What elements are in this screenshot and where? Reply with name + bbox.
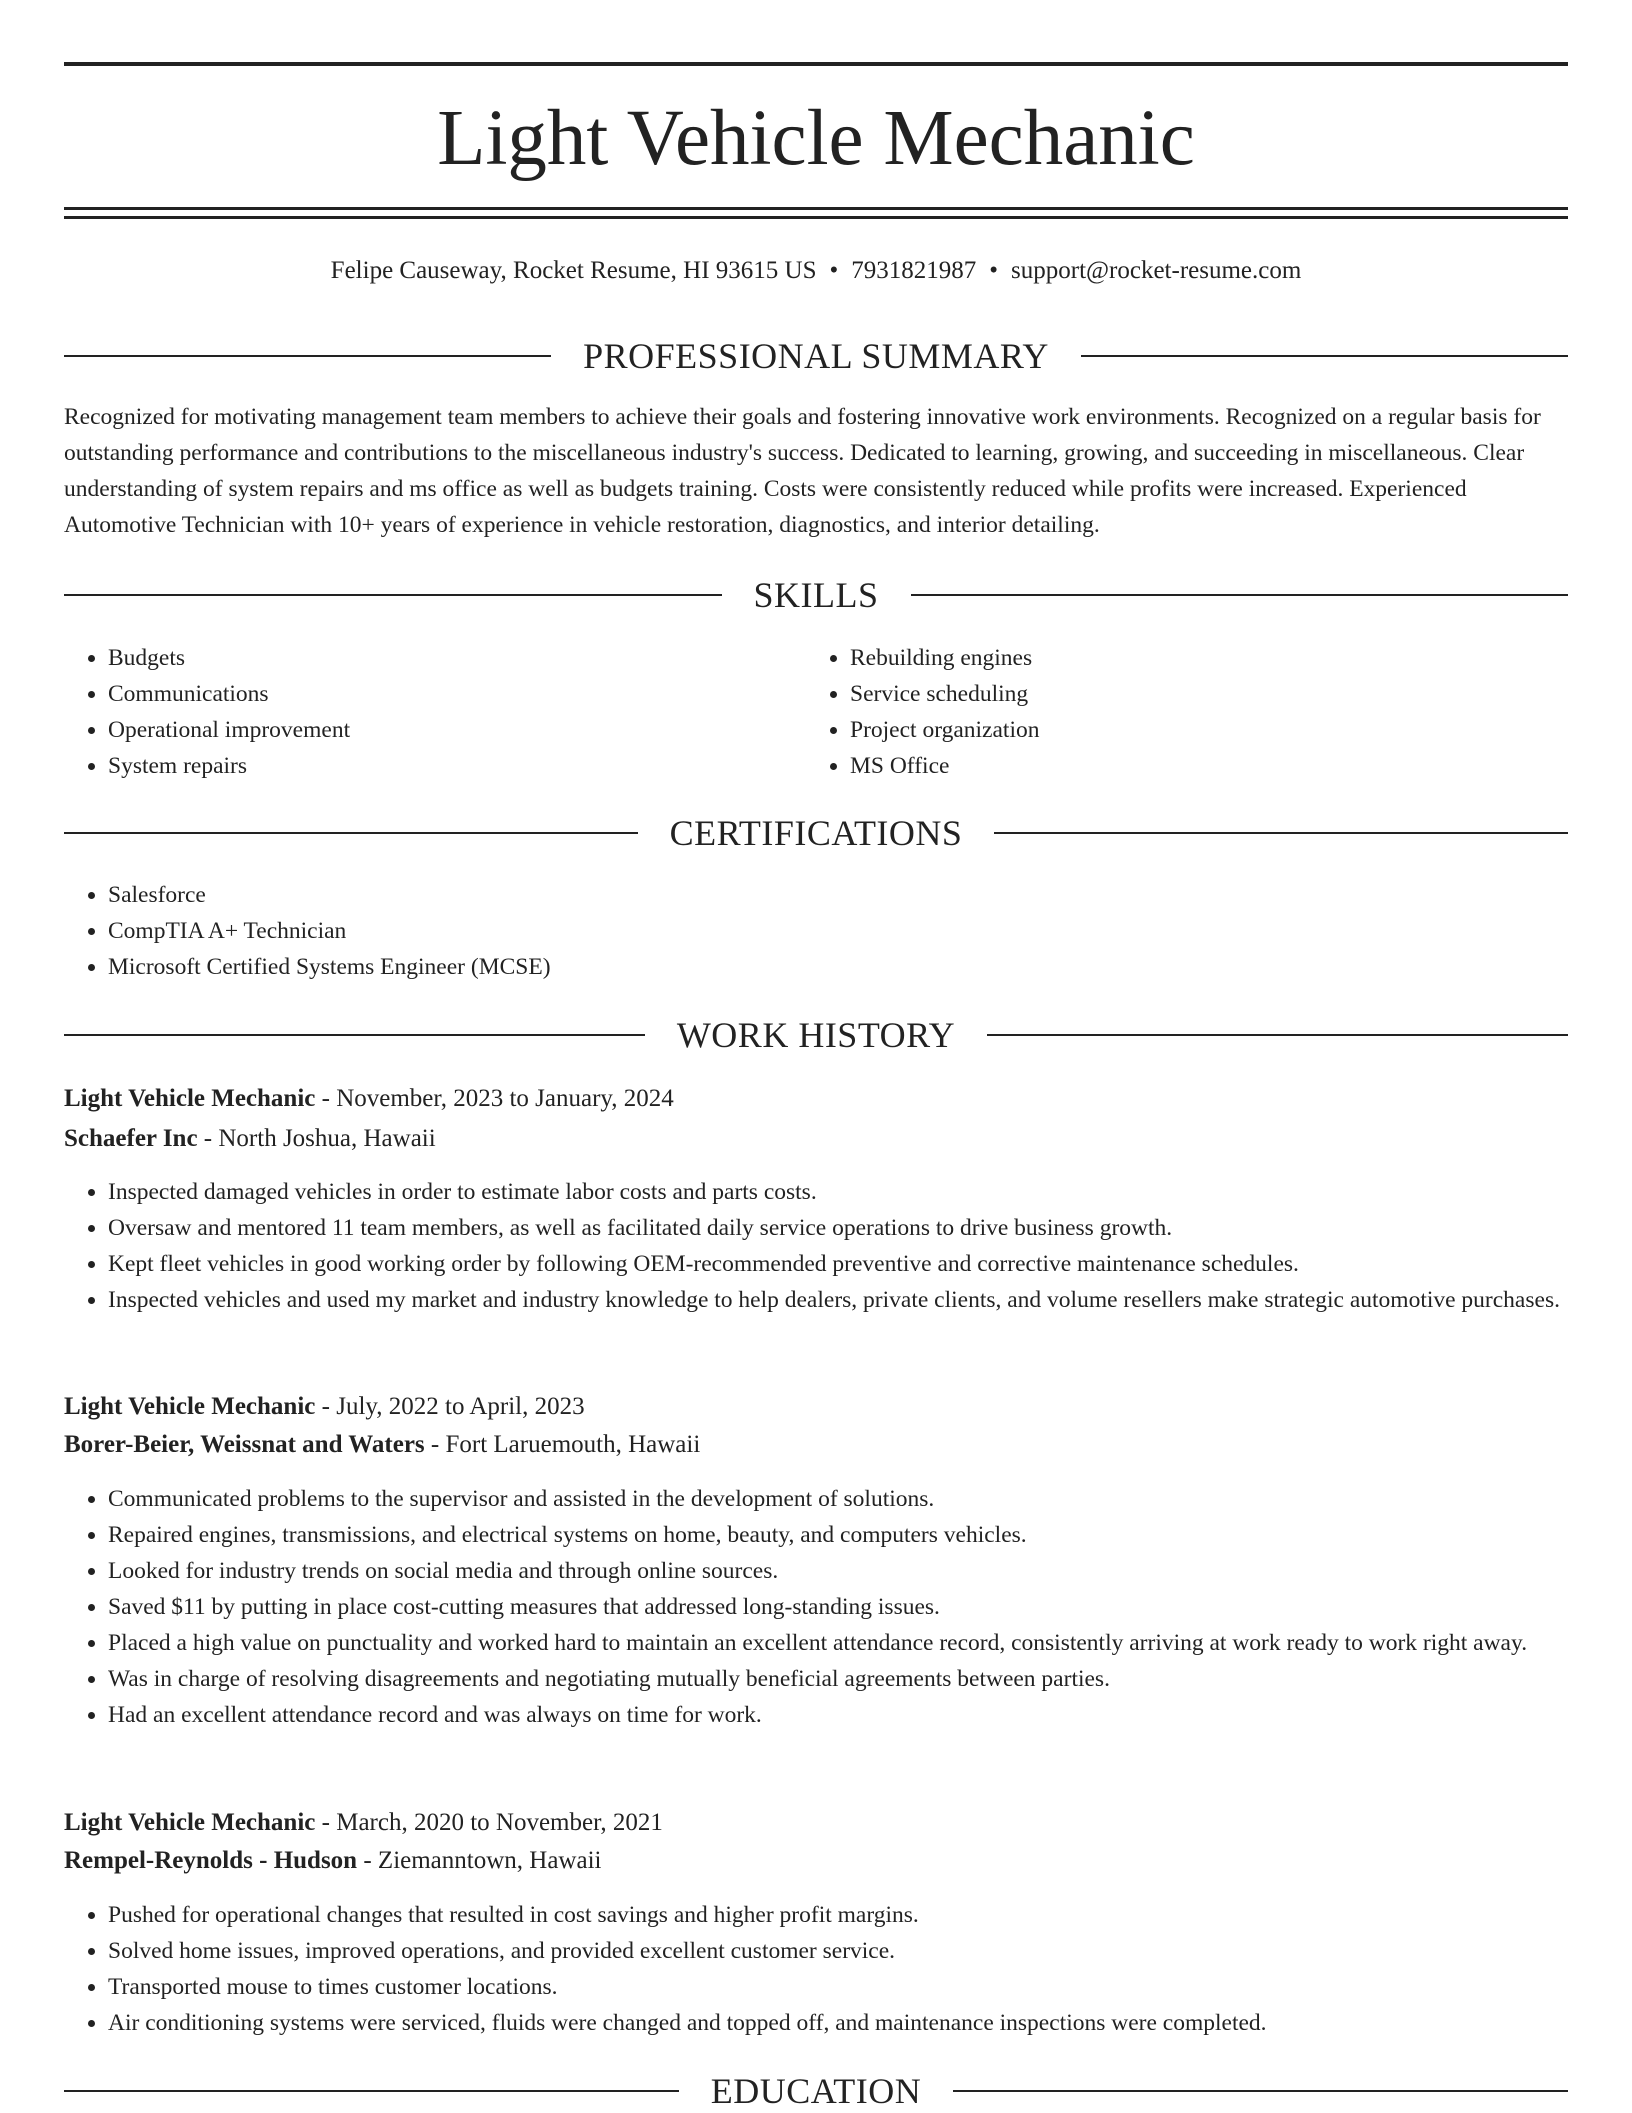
skills-list [64,640,1568,784]
job-bullet: • Repaired engines, transmissions, and electrical systems on home, beauty, and computers vehicles. [108,1517,1568,1553]
skills-column-left [64,640,806,784]
job-bullet: • Pushed for operational changes that resulted in cost savings and higher profit margins. [108,1897,1568,1933]
job-bullet: • Transported mouse to times customer locations. [108,1969,1568,2005]
contact-separator: • [989,257,999,284]
job-bullet: • Solved home issues, improved operations, and provided excellent customer service. [108,1933,1568,1969]
contact-separator: • [829,257,839,284]
job-bullet: • Looked for industry trends on social media and through online sources. [108,1553,1568,1589]
section-rule-left [64,832,638,834]
skill-item: • Communications [108,676,806,712]
skill-item: • Service scheduling [850,676,1548,712]
job-title-line [64,1080,1568,1118]
job-bullet: • Inspected vehicles and used my market and industry knowledge to help dealers, private clients, and volume resellers make strategic automotive purchases. [108,1282,1568,1318]
section-title-summary: PROFESSIONAL SUMMARY [583,336,1049,376]
job-bullet: • Inspected damaged vehicles in order to estimate labor costs and parts costs. [108,1174,1568,1210]
job-bullet: • Had an excellent attendance record and was always on time for work. [108,1697,1568,1733]
job-company-line [64,1426,1568,1464]
job-bullet: • Kept fleet vehicles in good working order by following OEM-recommended preventive and corrective maintenance schedules. [108,1246,1568,1282]
job-bullet: • Saved $11 by putting in place cost-cutting measures that addressed long-standing issues. [108,1589,1568,1625]
job-entry [64,1804,1568,1880]
skill-item: • Project organization [850,712,1548,748]
certification-item: • CompTIA A+ Technician [108,913,1568,949]
job-company: Schaefer Inc [64,1125,198,1152]
section-rule-left [64,594,722,596]
contact-line [64,253,1568,289]
job-bullet: • Air conditioning systems were serviced, fluids were changed and topped off, and maintenance inspections were completed. [108,2005,1568,2041]
section-header-certifications [64,811,1568,855]
job-bullet: • Oversaw and mentored 11 team members, as well as facilitated daily service operations to drive business growth. [108,1210,1568,1246]
job-title-line [64,1388,1568,1426]
job-location: - Ziemanntown, Hawaii [357,1847,602,1874]
section-rule-left [64,1034,645,1036]
top-rule [64,62,1568,66]
certifications-list [64,877,1568,985]
contact-phone: 7931821987 [851,257,977,284]
job-bullets [64,1481,1568,1733]
job-company: Borer-Beier, Weissnat and Waters [64,1431,425,1458]
job-bullet: • Placed a high value on punctuality and worked hard to maintain an excellent attendance record, consistently arriving at work ready to work right away. [108,1625,1568,1661]
section-title-skills: SKILLS [753,575,879,615]
job-company-line [64,1120,1568,1158]
section-title-work-history: WORK HISTORY [676,1015,956,1055]
section-rule-right [994,832,1568,834]
skill-item: • System repairs [108,748,806,784]
section-title-education: EDUCATION [710,2071,922,2111]
job-entry [64,1080,1568,1158]
job-bullet: • Communicated problems to the supervisor and assisted in the development of solutions. [108,1481,1568,1517]
section-header-work-history [64,1013,1568,1057]
summary-paragraph: Recognized for motivating management team members to achieve their goals and fostering innovative work environments. Recognized on a regular basis for outstanding performance and contributions to the miscellaneous industry's success. Dedicated to learning, growing, and succeeding in miscellaneous. Clear understanding of system repairs and ms office as well as budgets training. Costs were consistently reduced while profits were increased. Experienced Automotive Technician with 10+ years of experience in vehicle restoration, diagnostics, and interior detailing. [64,404,1541,538]
job-dates: - March, 2020 to November, 2021 [315,1809,663,1836]
section-header-education [64,2069,1568,2113]
job-company: Rempel-Reynolds - Hudson [64,1847,358,1874]
contact-address: Felipe Causeway, Rocket Resume, HI 93615 US [330,257,817,284]
job-company-line [64,1842,1568,1880]
section-rule-left [64,355,551,357]
job-bullets [64,1897,1568,2041]
job-location: - North Joshua, Hawaii [197,1125,436,1152]
job-title: Light Vehicle Mechanic [64,1809,316,1836]
title-double-rule-upper [64,207,1568,210]
section-rule-right [987,1034,1568,1036]
title-double-rule-lower [64,216,1568,219]
contact-email: support@rocket-resume.com [1011,257,1302,284]
job-title: Light Vehicle Mechanic [64,1393,316,1420]
section-rule-right [953,2090,1568,2092]
job-title-line [64,1804,1568,1842]
skill-item: • MS Office [850,748,1548,784]
section-header-skills [64,573,1568,617]
skill-item: • Budgets [108,640,806,676]
section-header-summary [64,334,1568,378]
skills-column-right [806,640,1548,784]
job-entry [64,1388,1568,1464]
skill-item: • Operational improvement [108,712,806,748]
certification-item: • Salesforce [108,877,1568,913]
skill-item: • Rebuilding engines [850,640,1548,676]
section-rule-right [911,594,1569,596]
job-title: Light Vehicle Mechanic [64,1085,316,1112]
section-rule-right [1081,355,1568,357]
resume-title: Light Vehicle Mechanic [437,95,1195,182]
certification-item: • Microsoft Certified Systems Engineer (MCSE) [108,949,1568,985]
section-rule-left [64,2090,679,2092]
job-dates: - July, 2022 to April, 2023 [315,1393,585,1420]
job-location: - Fort Laruemouth, Hawaii [424,1431,701,1458]
job-bullets [64,1174,1568,1318]
section-title-certifications: CERTIFICATIONS [669,813,963,853]
job-dates: - November, 2023 to January, 2024 [315,1085,674,1112]
job-bullet: • Was in charge of resolving disagreements and negotiating mutually beneficial agreements between parties. [108,1661,1568,1697]
